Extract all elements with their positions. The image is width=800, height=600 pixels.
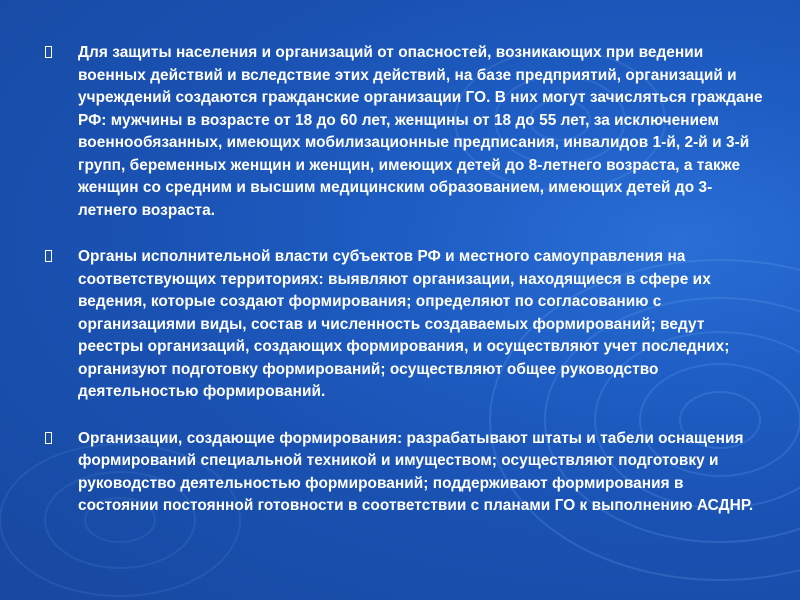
- paragraph-text: Для защиты населения и организаций от опасностей, возникающих при ведении военных действий и вследствие этих действий, на базе предприятий, организаций и учреждений создаются гражданские организации ГО. В них могут зачисляться граждане РФ: мужчины в возрасте от 18 до 60 лет, женщины от 18 до 55 лет, за исключением военнообязанных, имеющих мобилизационные предписания, инвалидов 1-й, 2-й и 3-й групп, беременных женщин и женщин, имеющих детей до 8-летнего возраста, а также женщин со средним и высшим медицинским образованием, имеющих детей до 3-летнего возраста.: [78, 44, 763, 219]
- paragraph-civil-defense-units: [44, 42, 764, 222]
- box-glyph-icon: [44, 428, 78, 452]
- paragraph-text: Организации, создающие формирования: разрабатывают штаты и табели оснащения формирований специальной техникой и имуществом; осуществляют подготовку и руководство деятельностью формирований; поддерживают формирования в состоянии постоянной готовности в соответствии с планами ГО к выполнению АСДНР.: [78, 429, 754, 514]
- box-glyph-icon: [44, 246, 78, 270]
- paragraph-organizations: [44, 428, 764, 518]
- paragraph-executive-authorities: [44, 246, 764, 404]
- box-glyph-icon: [44, 42, 78, 66]
- slide-content: [44, 42, 764, 542]
- paragraph-text: Органы исполнительной власти субъектов РФ и местного самоуправления на соответствующих территориях: выявляют организации, находящиеся в сфере их ведения, которые создают формирования; определяют по согласованию с организациями виды, состав и численность создаваемых формирований; ведут реестры организаций, создающих формирования, и осуществляют учет последних; организуют подготовку формирований; осуществляют общее руководство деятельностью формирований.: [78, 248, 730, 400]
